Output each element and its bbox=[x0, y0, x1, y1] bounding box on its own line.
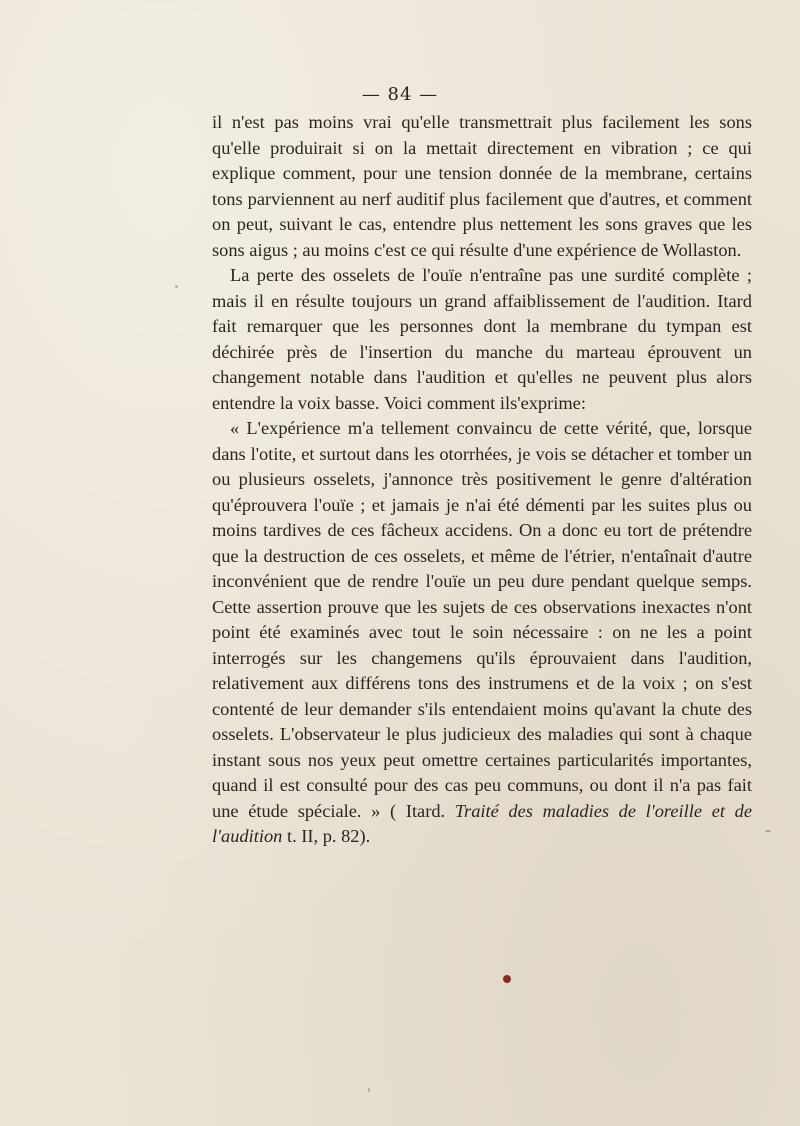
quotation-text: « L'expérience m'a tellement convaincu de cette vérité, que, lorsque dans l'otite, et surtout dans les otorrhées, je vois se détacher et tomber un ou plusieurs osselets, j'annonce très positivement le genre d'altération qu'éprouvera l'ouïe ; et jamais je n'ai été démenti par les suites plus ou moins tardives de ces fâcheux accidens. On a donc eu tort de prétendre que la destruction de ces osselets, et même de l'étrier, n'entaînait d'autre inconvénient que de rendre l'ouïe un peu dure pendant quelque semps. Cette assertion prouve que les sujets de ces observations inexactes n'ont point été examinés avec tout le soin nécessaire : on ne les a point interrogés sur les changemens qu'ils éprouvaient dans l'audition, relativement aux différens tons des instrumens et de la voix ; on s'est contenté de leur demander s'ils entendaient moins qu'avant la chute des osselets. L'observateur le plus judicieux des maladies qui sont à chaque instant sous nos yeux peut omettre certaines particularités importantes, quand il est consulté pour des cas peu communs, ou dont il n'a pas fait une étude spéciale. » ( bbox=[212, 418, 752, 821]
ink-dot bbox=[503, 975, 511, 983]
paper-fleck bbox=[368, 1088, 370, 1092]
citation-author: Itard. bbox=[405, 800, 446, 821]
paragraph-1: il n'est pas moins vrai qu'elle transmettrait plus facilement les sons qu'elle produirait si on la mettait directement en vibration ; ce qui explique comment, pour une tension donnée de la membrane, certains tons parviennent au nerf auditif plus facilement que d'autres, et comment on peut, suivant le cas, entendre plus nettement les sons graves que les sons aigus ; au moins c'est ce qui résulte d'une expérience de Wollaston. bbox=[212, 112, 752, 260]
quotation-paragraph bbox=[212, 416, 752, 850]
paragraph-2: La perte des osselets de l'ouïe n'entraîne pas une surdité complète ; mais il en résulte toujours un grand affaiblissement de l'audition. Itard fait remarquer que les personnes dont la membrane du tympan est déchirée près de l'insertion du manche du marteau éprouvent un changement notable dans l'audition et qu'elles ne peuvent plus alors entendre la voix basse. Voici comment ils'exprime: bbox=[212, 265, 752, 413]
paper-fleck bbox=[765, 830, 771, 832]
body-text bbox=[212, 110, 752, 850]
citation-title: Traité des maladies de l'oreille et de l'audition bbox=[212, 800, 752, 846]
page-number: — 84 — bbox=[361, 84, 439, 105]
paper-fleck bbox=[175, 285, 178, 288]
citation-reference: t. II, p. 82). bbox=[286, 826, 371, 846]
